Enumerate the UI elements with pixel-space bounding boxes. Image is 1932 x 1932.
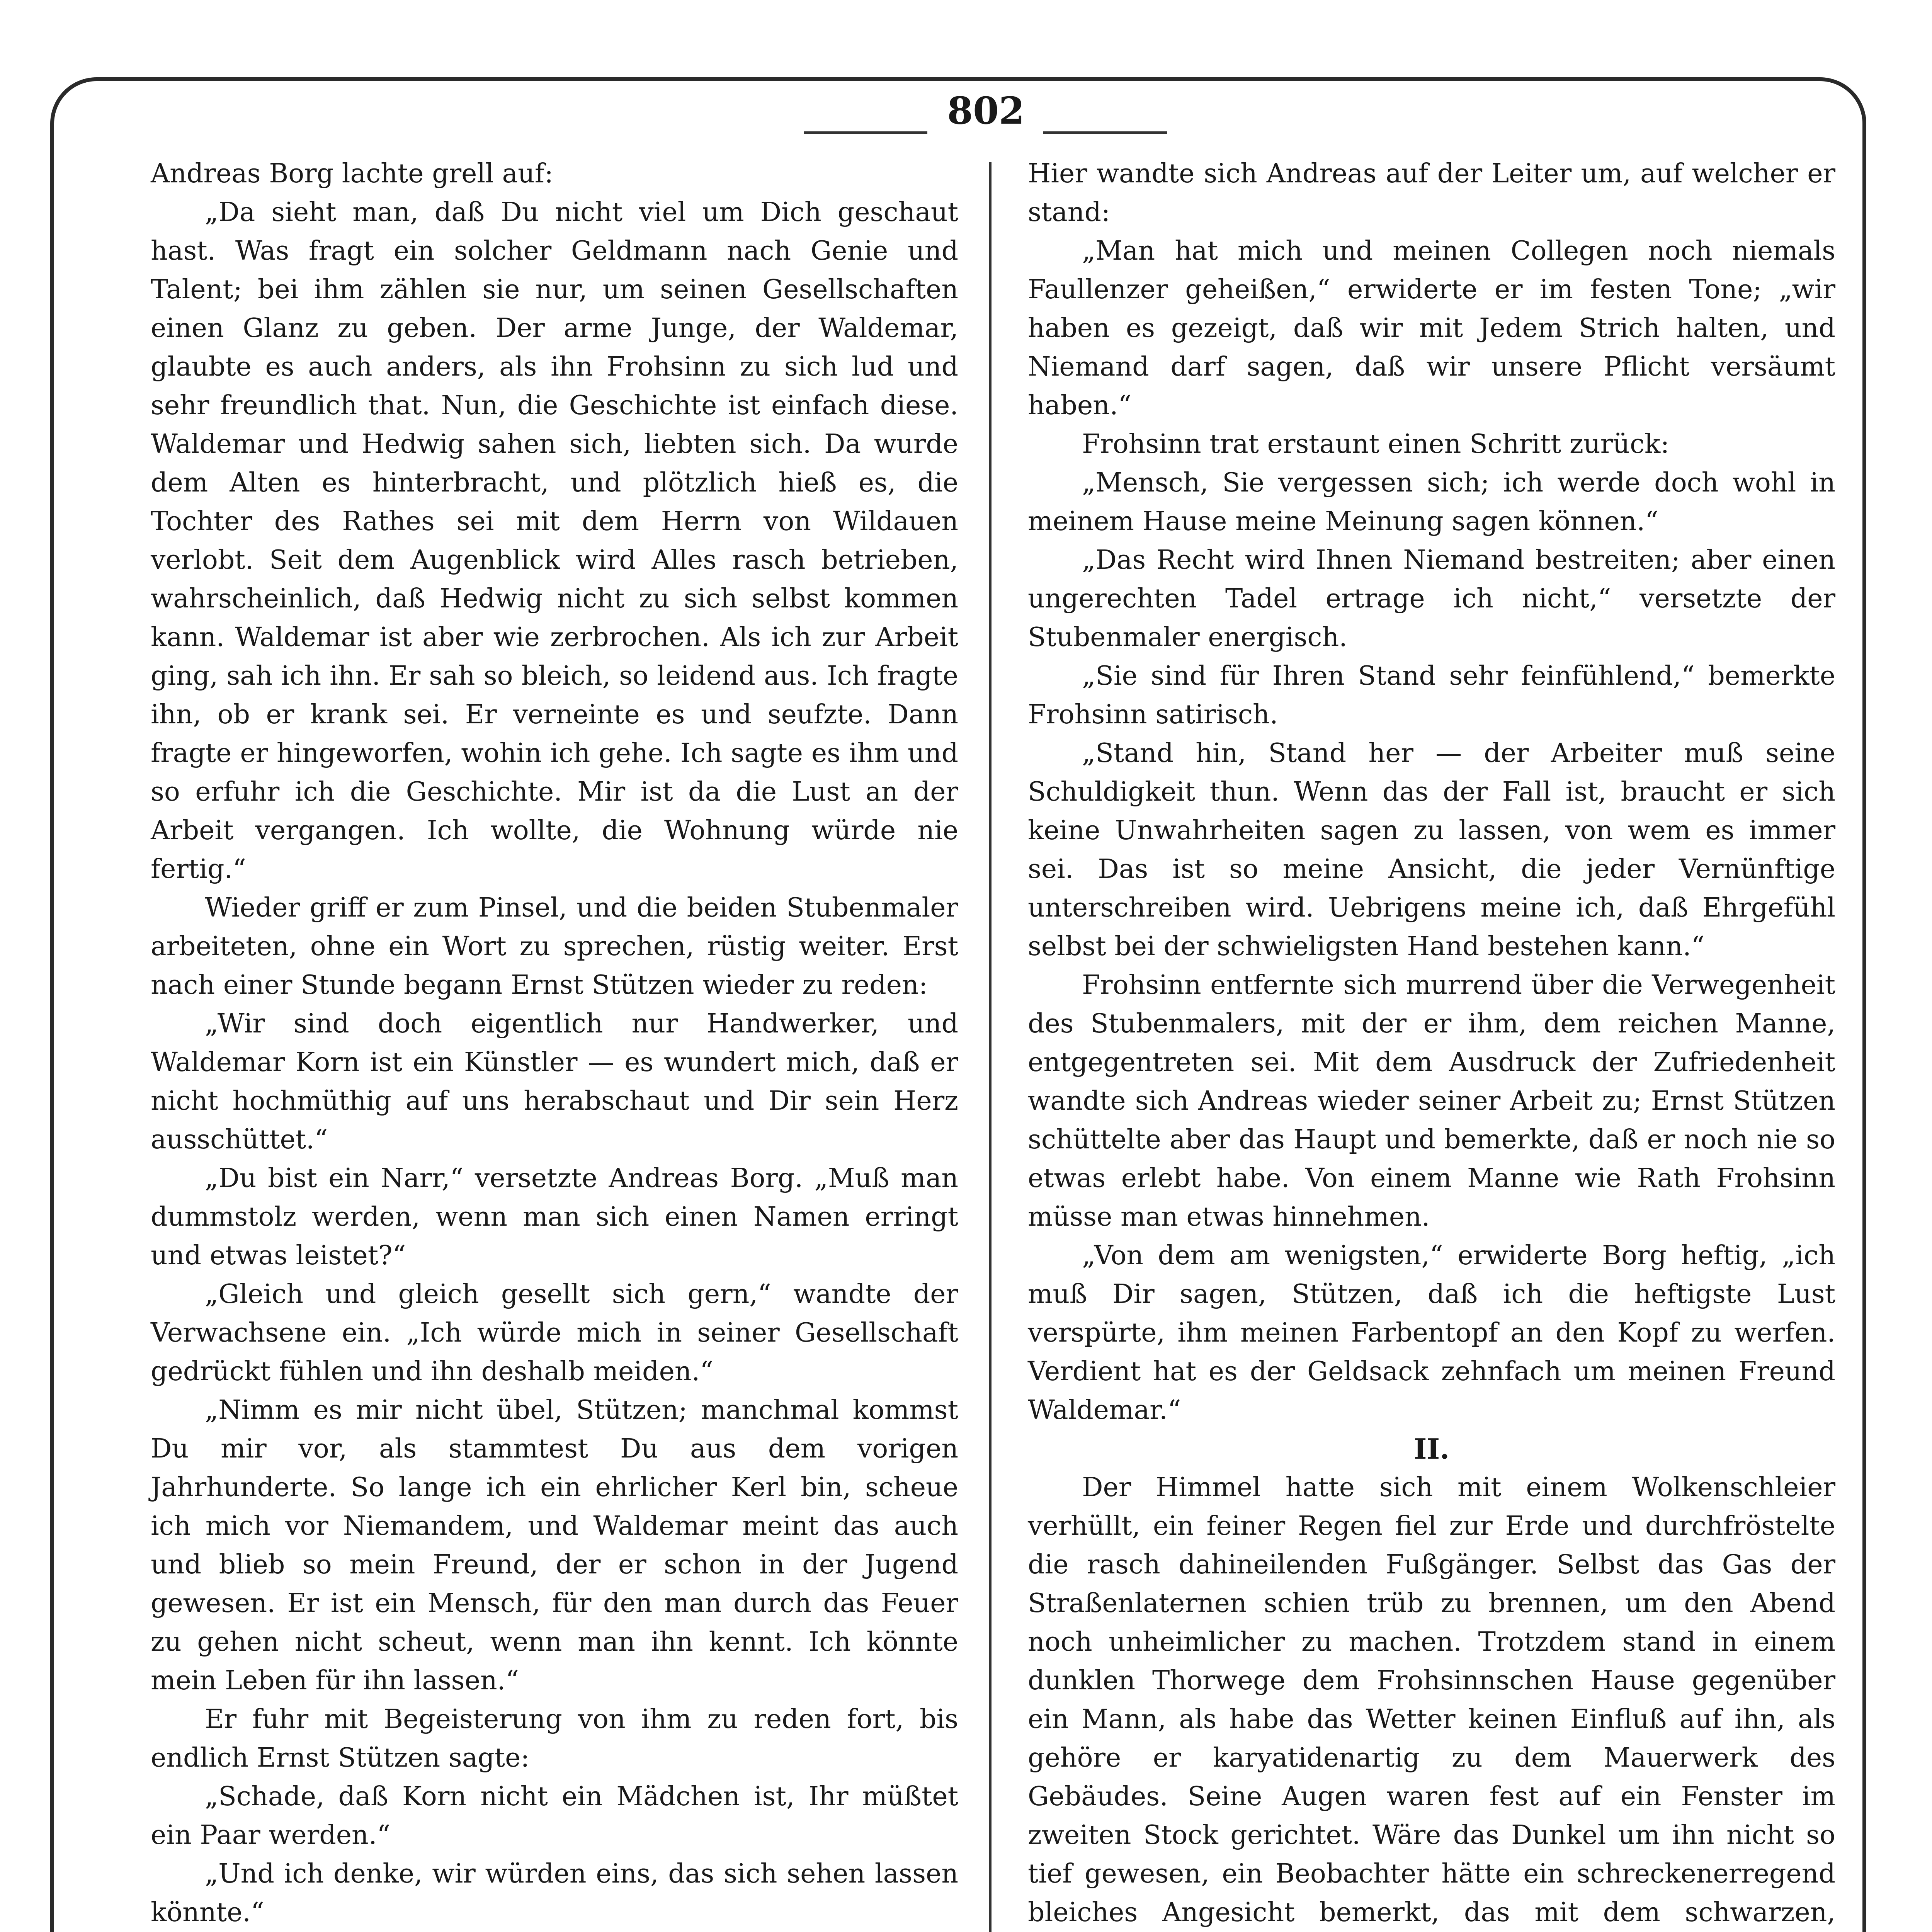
paragraph: „Gleich und gleich gesellt sich gern,“ wandte der Verwachsene ein. „Ich würde mich in seiner Gesellschaft gedrückt fühlen und ihn deshalb meiden.“ — [151, 1279, 958, 1387]
paragraph: Hier wandte sich Andreas auf der Leiter um, auf welcher er stand: — [1028, 158, 1835, 228]
paragraph: Frohsinn entfernte sich murrend über die Verwegenheit des Stubenmalers, mit der er ihm, dem reichen Manne, entgegentreten sei. Mit dem Ausdruck der Zufriedenheit wandte sich Andreas wieder seiner Arbeit zu; Ernst Stützen schüttelte aber das Haupt und bemerkte, daß er noch nie so etwas erlebt habe. Von einem Manne wie Rath Frohsinn müsse man etwas hinnehmen. — [1028, 970, 1835, 1232]
left-column — [151, 155, 958, 1932]
paragraph: „Stand hin, Stand her — der Arbeiter muß seine Schuldigkeit thun. Wenn das der Fall ist, braucht er sich keine Unwahrheiten sagen zu lassen, von wem es immer sei. Das ist so meine Ansicht, die jeder Vernünftige unterschreiben wird. Uebrigens meine ich, daß Ehrgefühl selbst bei der schwieligsten Hand bestehen kann.“ — [1028, 738, 1835, 962]
paragraph: „Sie sind für Ihren Stand sehr feinfühlend,“ bemerkte Frohsinn satirisch. — [1028, 661, 1835, 730]
paragraph: „Das Recht wird Ihnen Niemand bestreiten; aber einen ungerechten Tadel ertrage ich nicht,“ versetzte der Stubenmaler energisch. — [1028, 545, 1835, 653]
paragraph: „Du bist ein Narr,“ versetzte Andreas Borg. „Muß man dummstolz werden, wenn man sich einen Namen erringt und etwas leistet?“ — [151, 1163, 958, 1271]
paragraph: „Da sieht man, daß Du nicht viel um Dich geschaut hast. Was fragt ein solcher Geldmann nach Genie und Talent; bei ihm zählen sie nur, um seinen Gesellschaften einen Glanz zu geben. Der arme Junge, der Waldemar, glaubte es auch anders, als ihn Frohsinn zu sich lud und sehr freundlich that. Nun, die Geschichte ist einfach diese. Waldemar und Hedwig sahen sich, liebten sich. Da wurde dem Alten es hinterbracht, und plötzlich hieß es, die Tochter des Rathes sei mit dem Herrn von Wildauen verlobt. Seit dem Augenblick wird Alles rasch betrieben, wahrscheinlich, daß Hedwig nicht zu sich selbst kommen kann. Waldemar ist aber wie zerbrochen. Als ich zur Arbeit ging, sah ich ihn. Er sah so bleich, so leidend aus. Ich fragte ihn, ob er krank sei. Er verneinte es und seufzte. Dann fragte er hingeworfen, wohin ich gehe. Ich sagte es ihm und so erfuhr ich die Geschichte. Mir ist da die Lust an der Arbeit vergangen. Ich wollte, die Wohnung würde nie fertig.“ — [151, 197, 958, 884]
paragraph: „Von dem am wenigsten,“ erwiderte Borg heftig, „ich muß Dir sagen, Stützen, daß ich die heftigste Lust verspürte, ihm meinen Farbentopf an den Kopf zu werfen. Verdient hat es der Geldsack zehnfach um meinen Freund Waldemar.“ — [1028, 1240, 1835, 1425]
paragraph: „Man hat mich und meinen Collegen noch niemals Faullenzer geheißen,“ erwiderte er im festen Tone; „wir haben es gezeigt, daß wir mit Jedem Strich halten, und Niemand darf sagen, daß wir unsere Pflicht versäumt haben.“ — [1028, 236, 1835, 421]
header-rule-right — [1043, 131, 1167, 134]
header-rule-left — [804, 131, 927, 134]
paragraph: Andreas Borg lachte grell auf: — [151, 158, 553, 189]
paragraph: „Mensch, Sie vergessen sich; ich werde doch wohl in meinem Hause meine Meinung sagen können.“ — [1028, 468, 1835, 537]
right-column — [1028, 155, 1835, 1932]
paragraph: Er fuhr mit Begeisterung von ihm zu reden fort, bis endlich Ernst Stützen sagte: — [151, 1704, 958, 1773]
paragraph: Der Himmel hatte sich mit einem Wolkenschleier verhüllt, ein feiner Regen fiel zur Erde und durchfröstelte die rasch dahineilenden Fußgänger. Selbst das Gas der Straßenlaternen schien trüb zu brennen, um den Abend noch unheimlicher zu machen. Trotzdem stand in einem dunklen Thorwege dem Frohsinnschen Hause gegenüber ein Mann, als habe das Wetter keinen Einfluß auf ihn, als gehöre er karyatidenartig zu dem Mauerwerk des Gebäudes. Seine Augen waren fest auf ein Fenster im zweiten Stock gerichtet. Wäre das Dunkel um ihn nicht so tief gewesen, ein Beobachter hätte ein schreckenerregend bleiches Angesicht bemerkt, das mit dem schwarzen, — [1028, 1472, 1835, 1928]
paragraph: „Wir sind doch eigentlich nur Handwerker, und Waldemar Korn ist ein Künstler — es wundert mich, daß er nicht hochmüthig auf uns herabschaut und Dir sein Herz ausschüttet.“ — [151, 1009, 958, 1155]
column-divider — [989, 162, 992, 1932]
paragraph: Wieder griff er zum Pinsel, und die beiden Stubenmaler arbeiteten, ohne ein Wort zu sprechen, rüstig weiter. Erst nach einer Stunde begann Ernst Stützen wieder zu reden: — [151, 893, 958, 1000]
paragraph: Frohsinn trat erstaunt einen Schritt zurück: — [1082, 429, 1670, 459]
section-heading: II. — [1413, 1432, 1450, 1465]
page-number: 802 — [947, 89, 1025, 133]
paragraph: „Und ich denke, wir würden eins, das sich sehen lassen könnte.“ — [151, 1859, 958, 1928]
paragraph: „Nimm es mir nicht übel, Stützen; manchmal kommst Du mir vor, als stammtest Du aus dem vorigen Jahrhunderte. So lange ich ein ehrlicher Kerl bin, scheue ich mich vor Niemandem, und Waldemar meint das auch und blieb so mein Freund, der er schon in der Jugend gewesen. Er ist ein Mensch, für den man durch das Feuer zu gehen nicht scheut, wenn man ihn kennt. Ich könnte mein Leben für ihn lassen.“ — [151, 1395, 958, 1696]
paragraph: „Schade, daß Korn nicht ein Mädchen ist, Ihr müßtet ein Paar werden.“ — [151, 1781, 958, 1850]
